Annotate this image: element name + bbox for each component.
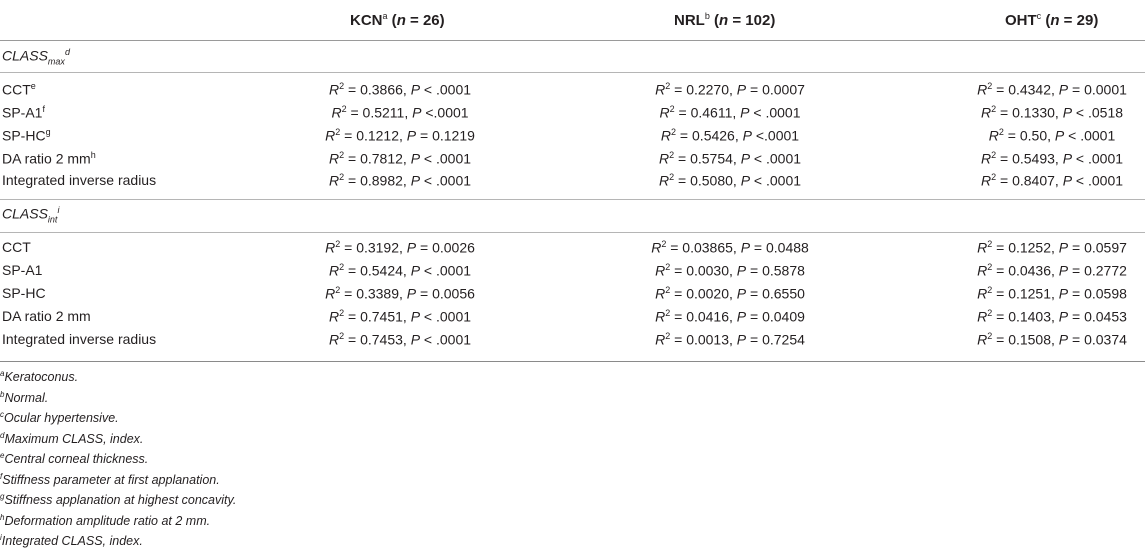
r-squared-value: 0.0020 — [686, 285, 730, 302]
table-row — [0, 150, 1145, 172]
footnote-mark: g — [45, 127, 51, 137]
r-squared-value: 0.5211 — [362, 104, 405, 121]
table-row — [0, 239, 1145, 261]
p-value: = 0.0056 — [420, 285, 475, 302]
p-value: = 0.0453 — [1072, 308, 1127, 325]
r-squared-value: 0.3389 — [356, 285, 400, 302]
cell-oht: $R^2 = 0.50$, P < .0001 — [988, 127, 1116, 144]
p-value: = 0.0007 — [750, 81, 805, 98]
p-value: < .0518 — [1075, 104, 1124, 121]
section-heading-class-int — [2, 205, 59, 224]
row-label — [2, 331, 156, 347]
cell-oht: $R^2 = 0.1251$, P = 0.0598 — [977, 285, 1127, 302]
cell-nrl: $R^2 = 0.0416$, P = 0.0409 — [655, 308, 805, 325]
p-value: = 0.1219 — [420, 127, 475, 144]
cell-nrl: $R^2 = 0.5754$, P < .0001 — [658, 150, 802, 167]
row-label — [2, 239, 31, 255]
cell-oht: $R^2 = 0.1403$, P = 0.0453 — [977, 308, 1127, 325]
r-squared-value: 0.03865 — [682, 239, 733, 256]
cell-nrl: $R^2 = 0.03865$, P = 0.0488 — [651, 239, 809, 256]
footnote-mark: f — [42, 104, 45, 114]
p-value: = 0.0374 — [1072, 331, 1127, 348]
p-value: < .0001 — [1068, 127, 1116, 144]
footnote-mark: c — [1036, 11, 1042, 21]
r-squared-value: 0.5080 — [690, 172, 733, 189]
cell-kcn: $R^2 = 0.7451$, P < .0001 — [328, 308, 472, 325]
p-value: < .0001 — [753, 104, 801, 121]
footnote-text: Normal. — [4, 390, 49, 405]
r-squared-value: 0.7453 — [360, 331, 403, 348]
p-value: <.0001 — [425, 104, 469, 121]
footnote-mark: e — [30, 81, 36, 91]
table-header — [0, 0, 1145, 41]
cell-kcn: $R^2 = 0.7453$, P < .0001 — [328, 331, 472, 348]
divider — [0, 199, 1145, 200]
p-value: <.0001 — [755, 127, 800, 144]
column-name: NRL — [674, 12, 705, 29]
section-heading-class-max — [2, 47, 70, 66]
r-squared-value: 0.7812 — [360, 150, 403, 167]
table-row — [0, 127, 1145, 149]
p-value: < .0001 — [423, 150, 472, 167]
p-value: < .0001 — [423, 262, 472, 279]
column-name: OHT — [1005, 12, 1037, 29]
section-label: CLASS — [2, 47, 48, 64]
p-value: = 0.7254 — [750, 331, 805, 348]
row-label — [2, 172, 156, 188]
r-squared-value: 0.0013 — [686, 331, 730, 348]
column-header-nrl: NRL$^b$ (n = 102) — [674, 11, 776, 29]
footnote-mark: i — [57, 205, 60, 215]
row-label-text: Integrated inverse radius — [2, 331, 157, 347]
section-label-subscript: max — [47, 56, 65, 67]
cell-kcn: $R^2 = 0.5424$, P < .0001 — [328, 262, 472, 279]
row-label-text: SP-A1 — [2, 262, 43, 278]
equals-sign: = — [728, 12, 746, 29]
row-label — [2, 308, 91, 324]
row-label — [2, 262, 42, 278]
row-label-text: SP-HC — [2, 285, 46, 301]
p-value: = 0.5878 — [750, 262, 805, 279]
r-squared-value: 0.1252 — [1008, 239, 1052, 256]
table-row — [0, 262, 1145, 284]
footnote-text: Keratoconus. — [4, 370, 79, 385]
row-label — [2, 104, 45, 121]
cell-oht: $R^2 = 0.0436$, P = 0.2772 — [977, 262, 1127, 279]
row-label — [2, 81, 36, 98]
footnote — [0, 451, 148, 466]
row-label — [2, 150, 96, 167]
divider — [0, 232, 1145, 233]
r-squared-value: 0.3866 — [360, 81, 403, 98]
footnote-mark: b — [704, 11, 710, 21]
r-squared-value: 0.0436 — [1008, 262, 1052, 279]
row-label-text: SP-HC — [2, 127, 46, 144]
footnote — [0, 410, 119, 425]
equals-sign: = — [1059, 12, 1077, 29]
cell-nrl: $R^2 = 0.5426$, P <.0001 — [660, 127, 800, 144]
r-squared-value: 0.0030 — [686, 262, 730, 279]
column-n: 102 — [745, 12, 771, 29]
r-squared-value: 0.0416 — [686, 308, 730, 325]
r-squared-value: 0.1403 — [1008, 308, 1052, 325]
footnote-text: Ocular hypertensive. — [4, 411, 119, 426]
p-value: = 0.0001 — [1072, 81, 1127, 98]
column-name: KCN — [350, 12, 383, 29]
p-value: < .0001 — [423, 81, 472, 98]
footnote — [0, 431, 143, 446]
n-symbol: n — [1050, 12, 1060, 29]
section-label-subscript: int — [47, 214, 58, 225]
cell-oht: $R^2 = 0.4342$, P = 0.0001 — [977, 81, 1127, 98]
cell-nrl: $R^2 = 0.0020$, P = 0.6550 — [655, 285, 805, 302]
table-row — [0, 285, 1145, 307]
equals-sign: = — [405, 12, 423, 29]
cell-kcn: $R^2 = 0.3192$, P = 0.0026 — [325, 239, 475, 256]
footnote-mark: f — [0, 471, 3, 481]
footnote — [0, 369, 78, 384]
r-squared-value: 0.5426 — [692, 127, 735, 144]
p-value: < .0001 — [423, 331, 472, 348]
r-squared-value: 0.5493 — [1012, 150, 1055, 167]
footnote — [0, 390, 48, 405]
footnote-mark: h — [0, 512, 5, 522]
column-n: 26 — [422, 12, 440, 29]
cell-oht: $R^2 = 0.1330$, P < .0518 — [980, 104, 1124, 121]
cell-kcn: $R^2 = 0.1212$, P = 0.1219 — [325, 127, 475, 144]
footnote-mark: g — [0, 492, 5, 501]
p-value: = 0.2772 — [1072, 262, 1127, 279]
row-label-text: SP-A1 — [2, 104, 43, 121]
table-bottom-rule — [0, 361, 1145, 362]
table-row — [0, 104, 1145, 126]
p-value: = 0.6550 — [750, 285, 805, 302]
r-squared-value: 0.1212 — [356, 127, 400, 144]
table-row — [0, 172, 1145, 194]
table-row — [0, 331, 1145, 353]
column-header-kcn: KCN$^a$ (n = 26) — [350, 11, 445, 29]
r-squared-value: 0.50 — [1019, 127, 1048, 144]
row-label-text: DA ratio 2 mm — [2, 308, 91, 324]
p-value: < .0001 — [423, 308, 472, 325]
p-value: = 0.0488 — [753, 239, 809, 256]
r-squared-value: 0.4611 — [690, 104, 733, 121]
divider — [0, 72, 1145, 73]
p-value: < .0001 — [753, 150, 802, 167]
footnote-mark: a — [0, 369, 5, 378]
p-value: < .0001 — [1075, 150, 1124, 167]
p-value: = 0.0026 — [420, 239, 475, 256]
r-squared-value: 0.5754 — [690, 150, 733, 167]
r-squared-value: 0.3192 — [356, 239, 400, 256]
r-squared-value: 0.1330 — [1012, 104, 1055, 121]
cell-nrl: $R^2 = 0.5080$, P < .0001 — [658, 172, 802, 189]
p-value: < .0001 — [753, 172, 802, 189]
p-value: < .0001 — [1075, 172, 1124, 189]
table-row — [0, 308, 1145, 330]
n-symbol: n — [396, 12, 406, 29]
footnote-mark: e — [0, 451, 5, 460]
footnote-text: Central corneal thickness. — [4, 452, 149, 467]
cell-kcn: $R^2 = 0.3866$, P < .0001 — [328, 81, 472, 98]
footnote-text: Stiffness parameter at first applanation. — [2, 472, 220, 487]
r-squared-value: 0.5424 — [360, 262, 403, 279]
footnote-text: Deformation amplitude ratio at 2 mm. — [4, 513, 211, 528]
cell-nrl: $R^2 = 0.0013$, P = 0.7254 — [655, 331, 805, 348]
r-squared-value: 0.1508 — [1008, 331, 1052, 348]
row-label — [2, 127, 51, 144]
footnote-mark: i — [0, 533, 2, 542]
row-label-text: DA ratio 2 mm — [2, 150, 91, 167]
footnote-text: Stiffness applanation at highest concavity. — [4, 493, 237, 508]
p-value: = 0.0598 — [1072, 285, 1127, 302]
row-label-text: CCT — [2, 239, 31, 255]
cell-kcn: $R^2 = 0.5211$, P <.0001 — [331, 104, 469, 121]
p-value: = 0.0409 — [750, 308, 805, 325]
cell-nrl: $R^2 = 0.2270$, P = 0.0007 — [655, 81, 805, 98]
r-squared-value: 0.8407 — [1012, 172, 1055, 189]
p-value: = 0.0597 — [1072, 239, 1127, 256]
cell-nrl: $R^2 = 0.4611$, P < .0001 — [659, 104, 801, 121]
r-squared-value: 0.8982 — [360, 172, 403, 189]
cell-nrl: $R^2 = 0.0030$, P = 0.5878 — [655, 262, 805, 279]
cell-kcn: $R^2 = 0.3389$, P = 0.0056 — [325, 285, 475, 302]
footnote-text: Integrated CLASS, index. — [1, 534, 143, 549]
cell-oht: $R^2 = 0.5493$, P < .0001 — [980, 150, 1124, 167]
r-squared-value: 0.1251 — [1008, 285, 1052, 302]
footnote-mark: a — [382, 11, 388, 21]
cell-kcn: $R^2 = 0.7812$, P < .0001 — [328, 150, 472, 167]
footnote-mark: d — [0, 430, 5, 440]
cell-oht: $R^2 = 0.8407$, P < .0001 — [980, 172, 1124, 189]
cell-oht: $R^2 = 0.1252$, P = 0.0597 — [977, 239, 1127, 256]
footnote-mark: h — [90, 150, 96, 160]
row-label — [2, 285, 46, 301]
footnote — [0, 513, 210, 528]
r-squared-value: 0.2270 — [686, 81, 730, 98]
column-n: 29 — [1076, 12, 1094, 29]
section-label: CLASS — [2, 205, 48, 222]
row-label-text: Integrated inverse radius — [2, 172, 157, 188]
footnote-mark: d — [64, 47, 70, 57]
r-squared-value: 0.4342 — [1008, 81, 1052, 98]
row-label-text: CCT — [2, 81, 31, 98]
cell-kcn: $R^2 = 0.8982$, P < .0001 — [328, 172, 472, 189]
n-symbol: n — [719, 12, 729, 29]
column-header-oht: OHT$^c$ (n = 29) — [1005, 11, 1099, 29]
r-squared-value: 0.7451 — [360, 308, 403, 325]
p-value: < .0001 — [423, 172, 472, 189]
footnote-text: Maximum CLASS, index. — [4, 431, 144, 446]
footnote-mark: c — [0, 410, 4, 419]
footnote — [0, 492, 236, 507]
cell-oht: $R^2 = 0.1508$, P = 0.0374 — [977, 331, 1127, 348]
table-row — [0, 81, 1145, 103]
footnote-mark: b — [0, 389, 5, 399]
footnote — [0, 533, 143, 548]
footnote — [0, 472, 220, 487]
